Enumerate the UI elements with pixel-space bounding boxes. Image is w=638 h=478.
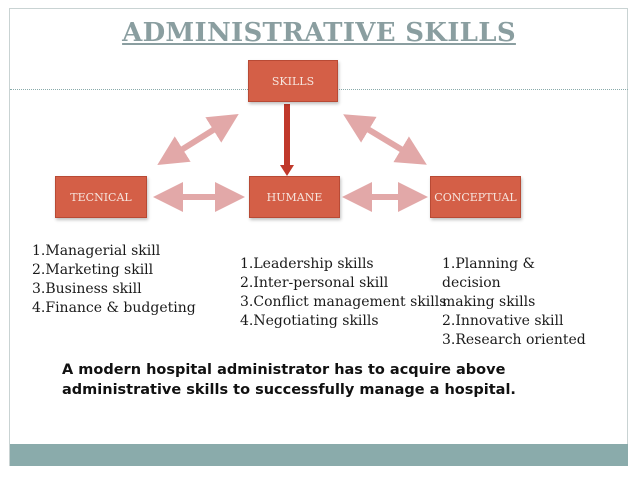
list-item: 3.Business skill	[32, 281, 142, 297]
summary-note-line: administrative skills to successfully manage a hospital.	[62, 382, 516, 398]
node-humane	[249, 176, 340, 218]
list-item: 1.Planning &	[442, 256, 536, 272]
node-conceptual	[430, 176, 521, 218]
node-skills	[248, 60, 338, 102]
list-item: 1.Leadership skills	[240, 256, 374, 272]
node-tecnical	[55, 176, 147, 218]
tecnical-skill-list	[32, 242, 196, 318]
list-item: 3.Conflict management skills	[240, 294, 447, 310]
node-conceptual-label: CONCEPTUAL	[434, 190, 517, 204]
list-item: 3.Research oriented	[442, 332, 586, 348]
list-item: 2.Marketing skill	[32, 262, 154, 278]
humane-skill-list	[240, 255, 446, 331]
list-item: decision	[442, 275, 501, 291]
summary-note-line: A modern hospital administrator has to acquire above	[62, 362, 506, 378]
arrow-skills-humane	[280, 104, 294, 176]
list-item: 2.Inter-personal skill	[240, 275, 389, 291]
arrow-skills-conceptual	[356, 122, 414, 157]
arrow-skills-tecnical	[170, 122, 226, 157]
list-item: making skills	[442, 294, 536, 310]
node-skills-label: SKILLS	[271, 74, 315, 88]
list-item: 4.Finance & budgeting	[32, 300, 196, 316]
list-item: 4.Negotiating skills	[240, 313, 379, 329]
summary-note	[62, 360, 516, 400]
node-tecnical-label: TECNICAL	[70, 190, 132, 204]
conceptual-skill-list	[442, 255, 586, 350]
slide-title: ADMINISTRATIVE SKILLS	[122, 18, 516, 48]
node-humane-label: HUMANE	[266, 190, 323, 204]
list-item: 1.Managerial skill	[32, 243, 161, 259]
list-item: 2.Innovative skill	[442, 313, 564, 329]
